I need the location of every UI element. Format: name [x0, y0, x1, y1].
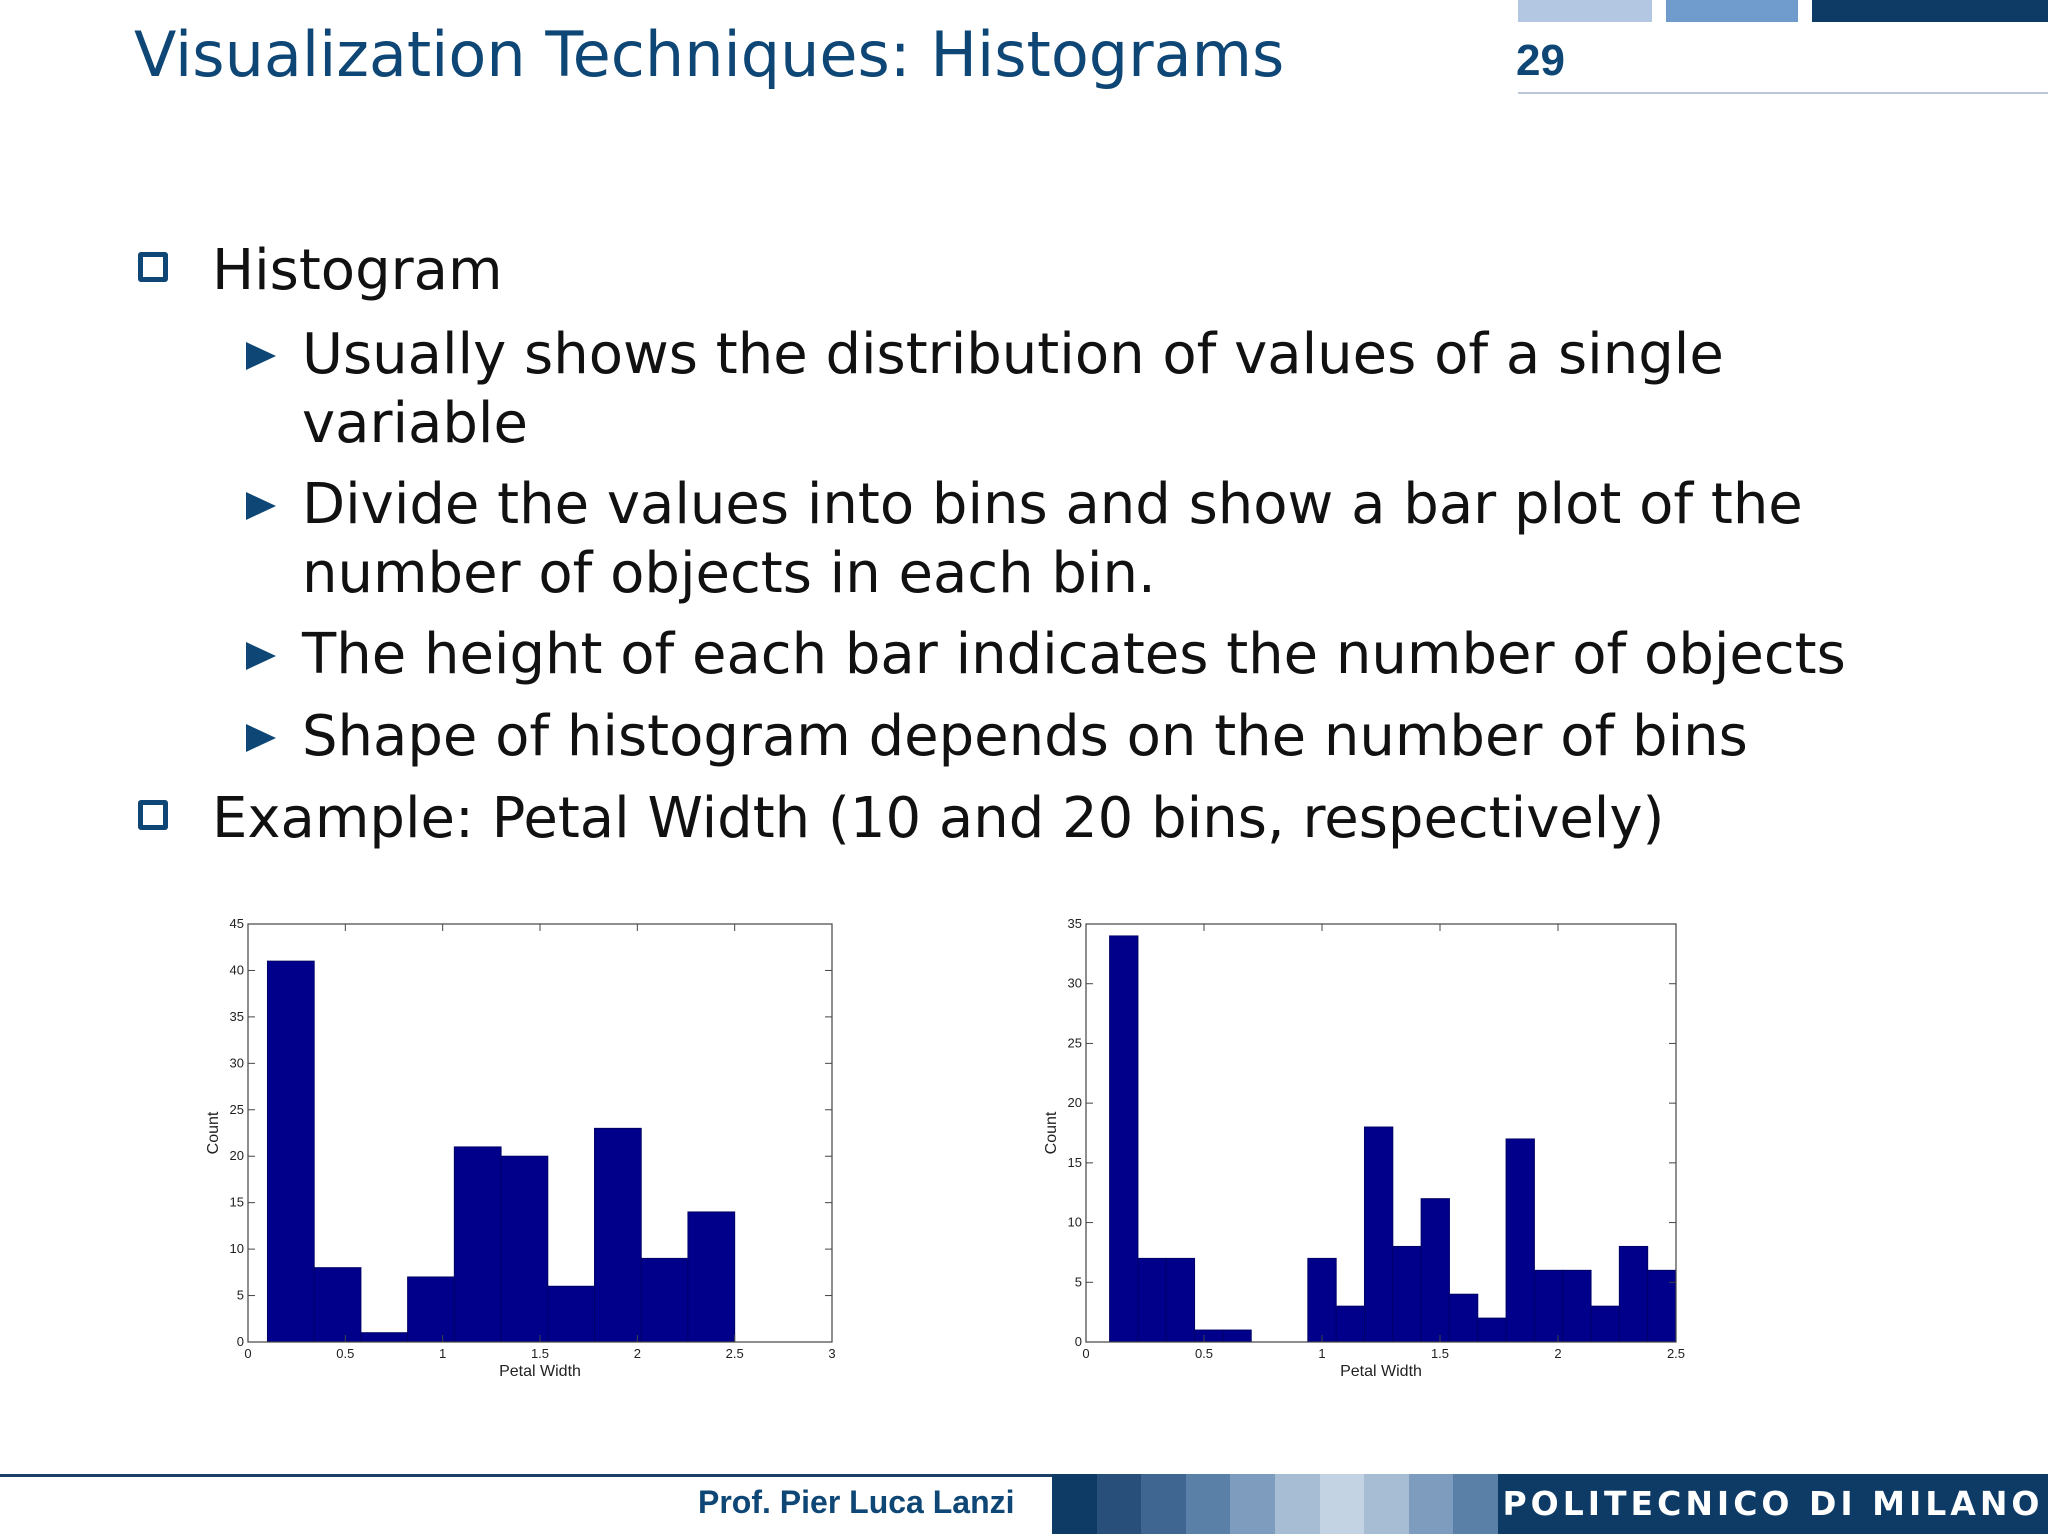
- y-tick-label: 10: [1067, 1214, 1082, 1230]
- footer-strip-segment: [1230, 1474, 1276, 1534]
- x-tick-label: 0: [1082, 1346, 1090, 1361]
- y-tick-label: 40: [229, 962, 244, 978]
- y-tick-label: 5: [236, 1287, 244, 1303]
- bullet-line: number of objects in each bin.: [302, 541, 1156, 606]
- arrow-bullet-icon: [246, 642, 276, 670]
- histogram-20-bins: [1006, 880, 1706, 1390]
- bullet-text: Histogram: [212, 238, 503, 303]
- y-tick-label: 45: [229, 916, 244, 931]
- footer-strip-segment: [1097, 1474, 1143, 1534]
- y-tick-label: 15: [229, 1194, 244, 1210]
- histogram-bar: [1421, 1199, 1449, 1342]
- y-tick-label: 25: [1067, 1035, 1082, 1051]
- footer-strip-segment: [1320, 1474, 1366, 1534]
- histogram-bar: [454, 1147, 501, 1342]
- y-tick-label: 20: [229, 1148, 244, 1164]
- bullet-line: variable: [302, 391, 528, 456]
- y-tick-label: 20: [1067, 1095, 1082, 1111]
- header-accent-bar-1: [1518, 0, 1652, 22]
- x-tick-label: 3: [828, 1346, 836, 1361]
- x-axis-label: Petal Width: [1340, 1363, 1422, 1380]
- histogram-bar: [1336, 1306, 1364, 1342]
- y-tick-label: 35: [229, 1008, 244, 1024]
- footer-strip-segment: [1275, 1474, 1321, 1534]
- bullet-line: Divide the values into bins and show a bar plot of the: [302, 472, 1803, 537]
- histogram-bar: [1110, 936, 1138, 1342]
- bullet-line: The height of each bar indicates the number of objects: [302, 622, 1846, 687]
- x-tick-label: 1.5: [1430, 1346, 1450, 1361]
- page-number: 29: [1516, 36, 1565, 85]
- x-tick-label: 1: [1318, 1346, 1326, 1361]
- slide-title: Visualization Techniques: Histograms: [134, 18, 1285, 91]
- histogram-bar: [314, 1268, 361, 1342]
- histogram-bar: [1591, 1306, 1619, 1342]
- histogram-bar: [361, 1333, 408, 1342]
- checkbox-bullet-icon: [138, 800, 168, 830]
- histogram-10-bins-svg: [166, 880, 846, 1390]
- histogram-bar: [1506, 1139, 1534, 1342]
- histogram-bar: [548, 1286, 595, 1342]
- histogram-bar: [1223, 1330, 1251, 1342]
- histogram-bar: [1648, 1270, 1676, 1342]
- histogram-bar: [1478, 1318, 1506, 1342]
- footer-strip-segment: [1364, 1474, 1410, 1534]
- y-tick-label: 10: [229, 1241, 244, 1257]
- y-tick-label: 35: [1067, 916, 1082, 931]
- y-axis-label: Count: [1043, 1111, 1060, 1155]
- bullet-text: Example: Petal Width (10 and 20 bins, respectively): [212, 786, 1665, 851]
- x-tick-label: 2.5: [1666, 1346, 1686, 1361]
- histogram-bar: [1166, 1258, 1194, 1342]
- y-tick-label: 15: [1067, 1154, 1082, 1170]
- x-tick-label: 0.5: [1194, 1346, 1214, 1361]
- institution-logo: POLITECNICO DI MILANO: [1498, 1474, 2048, 1534]
- histogram-bar: [1393, 1246, 1421, 1342]
- histogram-bar: [1364, 1127, 1392, 1342]
- footer-rule: [0, 1474, 1052, 1477]
- checkbox-bullet-icon: [138, 252, 168, 282]
- header-accent-bar-2: [1666, 0, 1798, 22]
- author-name: Prof. Pier Luca Lanzi: [698, 1484, 1015, 1520]
- footer-strip-segment: [1186, 1474, 1232, 1534]
- x-axis-label: Petal Width: [499, 1363, 581, 1380]
- histogram-bar: [1619, 1246, 1647, 1342]
- x-tick-label: 1: [439, 1346, 447, 1361]
- bullet-line: Shape of histogram depends on the number of bins: [302, 704, 1748, 769]
- y-axis-label: Count: [205, 1111, 222, 1155]
- footer-strip-segment: [1052, 1474, 1098, 1534]
- y-tick-label: 30: [229, 1055, 244, 1071]
- header-accent-bar-3: [1812, 0, 2048, 22]
- x-tick-label: 0.5: [336, 1346, 355, 1361]
- x-tick-label: 2.5: [725, 1346, 744, 1361]
- histogram-bar: [1563, 1270, 1591, 1342]
- histogram-20-bins-svg: [1006, 880, 1706, 1390]
- histogram-bar: [408, 1277, 455, 1342]
- bullet-line: Usually shows the distribution of values of a single: [302, 322, 1724, 387]
- footer-color-strip: [1052, 1474, 1498, 1534]
- x-tick-label: 2: [1554, 1346, 1562, 1361]
- footer-strip-segment: [1453, 1474, 1499, 1534]
- arrow-bullet-icon: [246, 492, 276, 520]
- histogram-bar: [501, 1156, 548, 1342]
- histogram-bar: [595, 1128, 642, 1342]
- histogram-bar: [1534, 1270, 1562, 1342]
- arrow-bullet-icon: [246, 342, 276, 370]
- y-tick-label: 0: [1074, 1334, 1082, 1349]
- x-tick-label: 1.5: [530, 1346, 550, 1361]
- arrow-bullet-icon: [246, 724, 276, 752]
- histogram-bar: [1195, 1330, 1223, 1342]
- histogram-10-bins: [166, 880, 846, 1390]
- histogram-bar: [1138, 1258, 1166, 1342]
- histogram-bar: [1449, 1294, 1477, 1342]
- histogram-bar: [641, 1258, 688, 1342]
- y-tick-label: 25: [229, 1101, 244, 1117]
- histogram-bar: [1308, 1258, 1336, 1342]
- header-rule: [1518, 92, 2048, 94]
- footer-strip-segment: [1141, 1474, 1187, 1534]
- y-tick-label: 5: [1074, 1274, 1082, 1290]
- y-tick-label: 0: [236, 1334, 244, 1349]
- x-tick-label: 2: [633, 1346, 641, 1361]
- histogram-bar: [688, 1212, 735, 1342]
- y-tick-label: 30: [1067, 975, 1082, 991]
- x-tick-label: 0: [244, 1346, 252, 1361]
- histogram-bar: [267, 961, 314, 1342]
- footer-strip-segment: [1409, 1474, 1455, 1534]
